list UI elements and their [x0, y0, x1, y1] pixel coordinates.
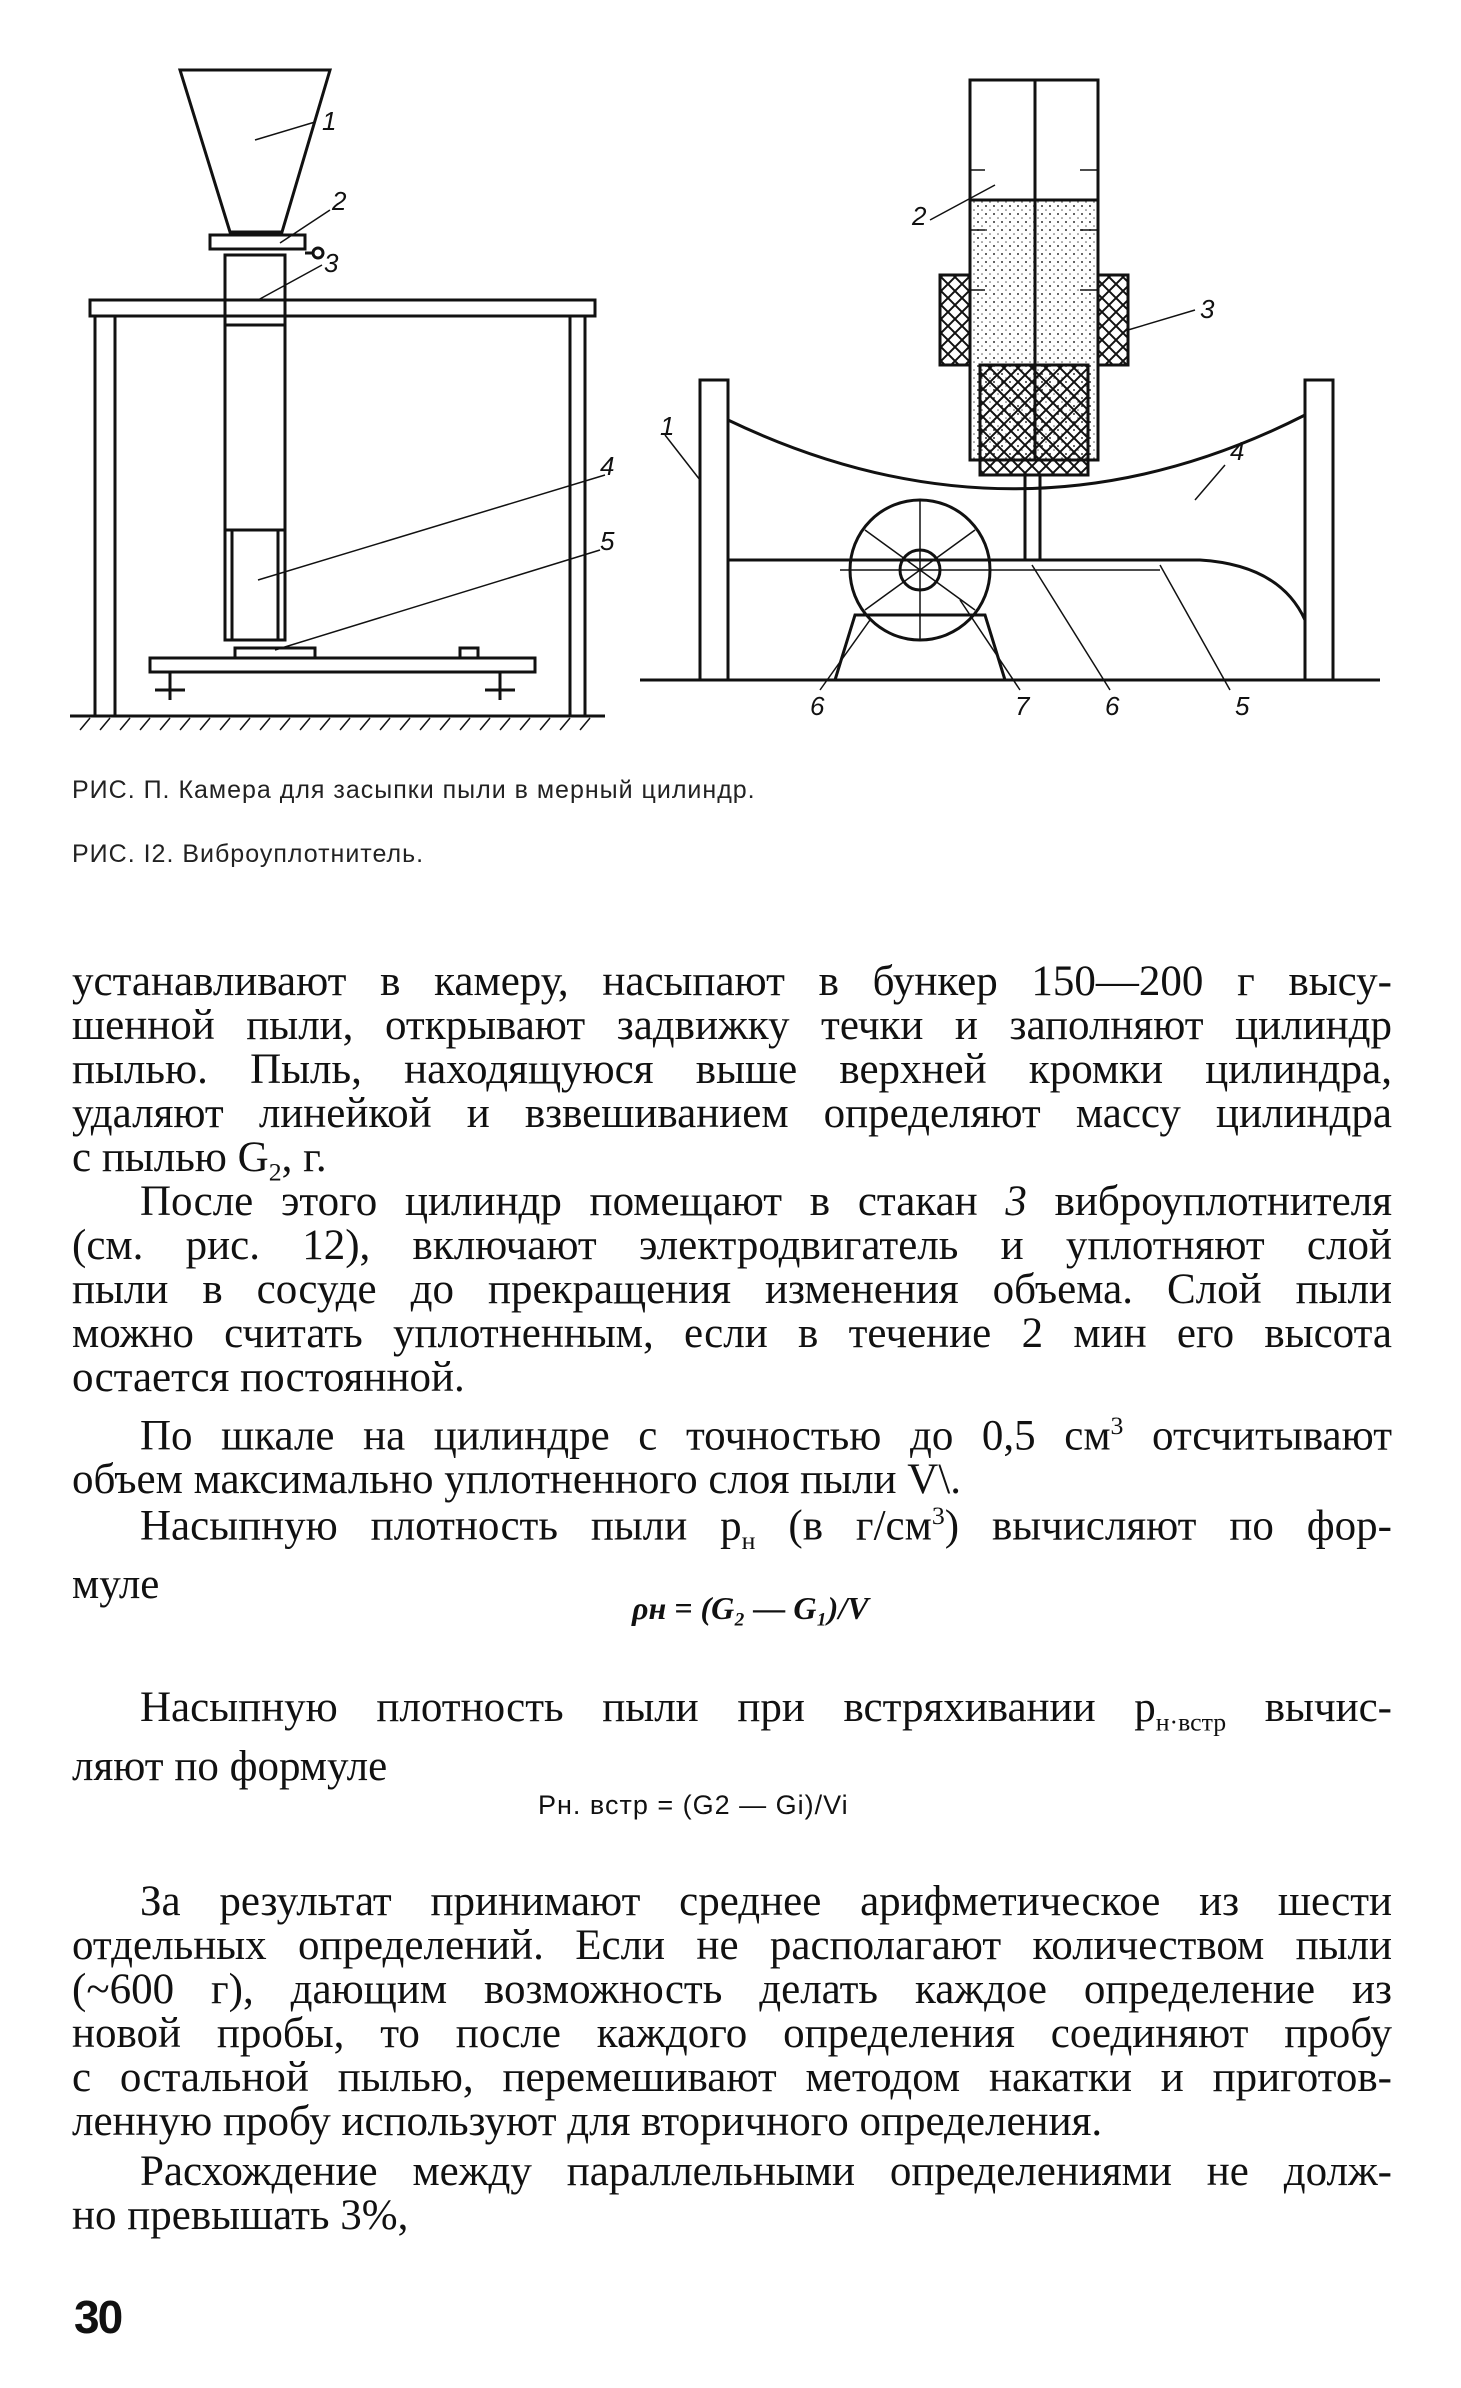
text-line: отдельных определений. Если не располагают количеством пыли: [72, 1922, 1392, 1969]
text-line: устанавливают в камеру, насыпают в бункер 150—200 г высу-: [72, 958, 1392, 1005]
formula-shaken-density: Рн. встр = (G2 — Gi)/Vi: [538, 1790, 849, 1820]
paragraph-1: [72, 960, 1392, 1195]
formula-bulk-density: ρн = (G₂ — G₁)/V: [632, 1590, 869, 1626]
fig12-label-6a: 6: [810, 691, 825, 721]
text-line: с остальной пылью, перемешивают методом накатки и приготов-: [72, 2054, 1392, 2101]
fig12-label-5: 5: [1235, 691, 1250, 721]
text-line: За результат принимают среднее арифметическое из шести: [140, 1878, 1392, 1925]
paragraph-2: [72, 1180, 1392, 1400]
figure-12-vibro-compactor: [640, 60, 1400, 740]
text-line: но превышать 3%,: [72, 2192, 409, 2239]
text-line: шенной пыли, открывают задвижку течки и заполняют цилиндр: [72, 1002, 1392, 1049]
text-line: пылью. Пыль, находящуюся выше верхней кромки цилиндра,: [72, 1046, 1392, 1093]
fig12-label-1: 1: [660, 411, 675, 441]
text-line: По шкале на цилиндре с точностью до 0,5 $см^3$ отсчитывают: [140, 1411, 1392, 1460]
fig12-label-7: 7: [1015, 691, 1030, 721]
fig11-label-3: 3: [324, 248, 339, 278]
text-line: удаляют линейкой и взвешиванием определяют массу цилиндра: [72, 1090, 1392, 1137]
text-line: ленную пробу используют для вторичного определения.: [72, 2098, 1103, 2145]
paragraph-6: [72, 1880, 1392, 2144]
fig12-label-3: 3: [1200, 294, 1215, 324]
text-line: пыли в сосуде до прекращения изменения объема. Слой пыли: [72, 1266, 1392, 1313]
fig11-label-4: 4: [600, 451, 615, 481]
fig11-label-2: 2: [332, 186, 347, 216]
figure-11-dust-chamber: [60, 60, 620, 740]
text-line: Насыпную плотность пыли при встряхивании $р_{н\cdot встр}$ вычис-: [140, 1684, 1392, 1737]
paragraph-3: [72, 1404, 1392, 1502]
caption-figure-12: РИС. I2. Виброуплотнитель.: [72, 840, 425, 868]
page-number: 30: [74, 2291, 122, 2343]
text-line: (~600 г), дающим возможность делать каждое определение из: [72, 1966, 1392, 2013]
text-line: Насыпную плотность пыли $р_н$ (в $г/см^3$) вычисляют по фор-: [140, 1501, 1392, 1555]
fig12-label-6b: 6: [1105, 691, 1120, 721]
text-line: можно считать уплотненным, если в течение 2 мин его высота: [72, 1310, 1392, 1357]
fig11-label-1: 1: [322, 106, 337, 136]
fig12-label-4: 4: [1230, 436, 1245, 466]
text-line: После этого цилиндр помещают в стакан 3 виброуплотнителя: [140, 1178, 1393, 1225]
paragraph-5: [72, 1686, 1392, 1789]
text-line: новой пробы, то после каждого определения соединяют пробу: [72, 2010, 1392, 2057]
text-line: (см. рис. 12), включают электродвигатель и уплотняют слой: [72, 1222, 1392, 1269]
text-line: с пылью $G_2$, г.: [72, 1134, 327, 1187]
text-line: муле: [72, 1560, 160, 1608]
text-line: Расхождение между параллельными определениями не долж-: [140, 2148, 1392, 2195]
fig11-label-5: 5: [600, 526, 615, 556]
text-line: ляют по формуле: [72, 1742, 388, 1790]
paragraph-7: [72, 2150, 1392, 2238]
fig12-label-2: 2: [912, 201, 927, 231]
text-line: объем максимально уплотненного слоя пыли V\.: [72, 1456, 961, 1504]
caption-figure-11: РИС. П. Камера для засыпки пыли в мерный цилиндр.: [72, 776, 756, 804]
text-line: остается постоянной.: [72, 1354, 465, 1401]
